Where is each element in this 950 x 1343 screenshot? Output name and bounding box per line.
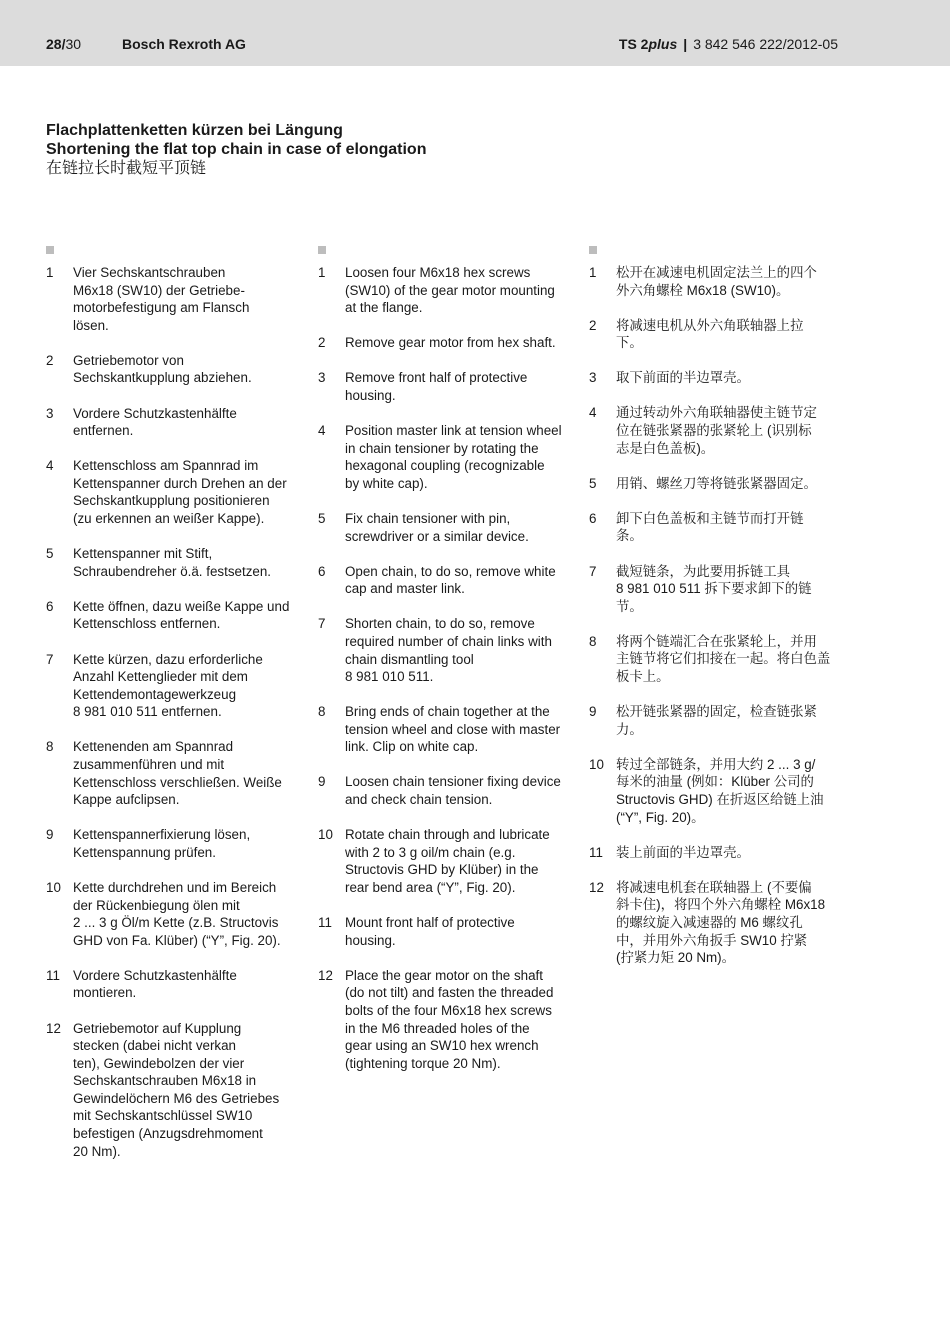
- step-number: 7: [589, 563, 597, 579]
- step-number: 3: [318, 370, 326, 386]
- step-number: 9: [589, 704, 597, 720]
- step-text: 装上前面的半边罩壳。: [616, 844, 750, 860]
- step-item: [318, 422, 568, 492]
- section-marker: [318, 246, 326, 254]
- step-number: 10: [46, 879, 61, 895]
- step-item: [46, 879, 296, 949]
- step-text: Loosen four M6x18 hex screws (SW10) of the gear motor mounting at the flange.: [345, 265, 555, 316]
- steps-list-german: [46, 264, 296, 1160]
- step-text: Vordere Schutzkastenhälfte entfernen.: [73, 405, 237, 439]
- step-text: Remove front half of protective housing.: [345, 370, 528, 403]
- step-item: [318, 914, 568, 949]
- step-text: 将减速电机从外六角联轴器上拉 下。: [616, 317, 804, 351]
- step-number: 11: [46, 967, 60, 983]
- step-number: 7: [318, 616, 326, 632]
- step-text: Kette kürzen, dazu erforderliche Anzahl Kettenglieder mit dem Kettendemontagewerkzeug 8 981 010 511 entfernen.: [73, 651, 263, 720]
- step-text: Kette öffnen, dazu weiße Kappe und Kettenschloss entfernen.: [73, 598, 290, 632]
- page-header: [0, 0, 950, 66]
- step-number: 5: [46, 546, 54, 562]
- step-item: [589, 703, 839, 738]
- column-chinese: [589, 246, 839, 967]
- step-text: 截短链条，为此要用拆链工具 8 981 010 511 拆下要求卸下的链 节。: [616, 563, 812, 614]
- step-number: 8: [318, 704, 326, 720]
- product-suffix: plus: [648, 36, 678, 52]
- step-item: [318, 773, 568, 808]
- step-text: Position master link at tension wheel in chain tensioner by rotating the hexagonal coupling (recognizable by white cap).: [345, 423, 562, 491]
- step-number: 3: [46, 405, 54, 421]
- step-text: Kette durchdrehen und im Bereich der Rückenbiegung ölen mit 2 ... 3 g Öl/m Kette (z.B. Structovis GHD von Fa. Klüber) (“Y”, Fig. 20).: [73, 879, 281, 948]
- step-text: 松开在减速电机固定法兰上的四个 外六角螺栓 M6x18 (SW10)。: [616, 265, 817, 298]
- steps-list-english: [318, 264, 568, 1072]
- step-number: 1: [46, 265, 54, 280]
- step-item: [318, 967, 568, 1073]
- step-item: [46, 352, 296, 387]
- column-english: [318, 246, 568, 1072]
- step-number: 6: [46, 598, 54, 614]
- title-german: Flachplattenketten kürzen bei Längung: [46, 122, 343, 139]
- column-german: [46, 246, 296, 1160]
- step-text: Kettenspanner mit Stift, Schraubendreher ö.ä. festsetzen.: [73, 546, 272, 579]
- step-text: 通过转动外六角联轴器使主链节定 位在链张紧器的张紧轮上 (识别标 志是白色盖板)。: [616, 405, 817, 456]
- step-text: 将两个链端汇合在张紧轮上，并用 主链节将它们扣接在一起。将白色盖 板卡上。: [616, 633, 831, 684]
- step-number: 4: [318, 423, 326, 439]
- step-text: 卸下白色盖板和主链节而打开链 条。: [616, 510, 804, 544]
- step-text: 将减速电机套在联轴器上 (不要偏 斜卡住)，将四个外六角螺栓 M6x18 的螺纹旋入减速器的 M6 螺纹孔 中，并用外六角扳手 SW10 拧紧 (拧紧力矩 20 Nm)。: [616, 879, 826, 966]
- step-item: [589, 633, 839, 686]
- company-name: Bosch Rexroth AG: [122, 36, 246, 52]
- step-text: 取下前面的半边罩壳。: [616, 370, 750, 386]
- step-item: [46, 651, 296, 721]
- step-number: 9: [318, 774, 326, 790]
- step-text: Shorten chain, to do so, remove required number of chain links with chain dismantling tool 8 981 010 511.: [345, 616, 552, 685]
- step-text: Getriebemotor auf Kupplung stecken (dabei nicht verkan ten), Gewindebolzen der vier Sechskantschrauben M6x18 in Gewindelöchern M6 des Getriebes mit Sechskantschlüssel SW10 befestigen (Anzugsdrehmoment 20 Nm).: [73, 1020, 280, 1159]
- step-text: 用销、螺丝刀等将链张紧器固定。: [616, 475, 817, 491]
- step-number: 12: [318, 967, 333, 983]
- document-reference: [619, 36, 838, 52]
- step-number: 10: [318, 827, 333, 843]
- step-item: [589, 844, 839, 862]
- steps-list-chinese: [589, 264, 839, 967]
- step-text: Kettenspannerfixierung lösen, Kettenspannung prüfen.: [73, 827, 251, 860]
- step-item: [46, 598, 296, 633]
- step-item: [318, 703, 568, 756]
- step-text: Vordere Schutzkastenhälfte montieren.: [73, 967, 237, 1001]
- header-separator: |: [683, 36, 688, 52]
- step-item: [46, 1020, 296, 1161]
- step-item: [589, 879, 839, 967]
- step-number: 3: [589, 370, 597, 386]
- step-number: 2: [318, 335, 326, 351]
- section-marker: [46, 246, 54, 254]
- step-item: [589, 475, 839, 493]
- step-text: Getriebemotor von Sechskantkupplung abziehen.: [73, 352, 252, 386]
- step-number: 6: [318, 563, 326, 579]
- step-item: [46, 457, 296, 527]
- title-english: Shortening the flat top chain in case of elongation: [46, 141, 427, 158]
- step-item: [318, 615, 568, 685]
- step-item: [589, 369, 839, 387]
- step-text: Open chain, to do so, remove white cap and master link.: [345, 563, 556, 597]
- step-number: 8: [589, 633, 597, 649]
- step-text: Place the gear motor on the shaft (do not tilt) and fasten the threaded bolts of the four M6x18 hex screws in the M6 threaded holes of the gear using an SW10 hex wrench (tightening torque 20 Nm).: [345, 967, 554, 1071]
- page-number: 28/30: [46, 36, 82, 52]
- step-item: [589, 404, 839, 457]
- step-item: [46, 738, 296, 808]
- step-item: [46, 826, 296, 861]
- step-number: 7: [46, 651, 54, 667]
- step-number: 8: [46, 739, 54, 755]
- step-number: 6: [589, 510, 597, 526]
- step-number: 2: [46, 352, 54, 368]
- step-number: 12: [46, 1020, 61, 1036]
- step-text: 松开链张紧器的固定，检查链张紧 力。: [616, 704, 817, 737]
- step-item: [318, 264, 568, 317]
- title-chinese: 在链拉长时截短平顶链: [46, 160, 207, 177]
- product-name: TS 2: [618, 36, 649, 52]
- step-number: 1: [589, 265, 597, 280]
- step-number: 1: [318, 265, 326, 280]
- step-item: [318, 563, 568, 598]
- step-item: [318, 826, 568, 896]
- section-marker: [589, 246, 597, 254]
- step-text: Kettenschloss am Spannrad im Kettenspanner durch Drehen an der Sechskantkupplung positionieren (zu erkennen an weißer Kappe).: [73, 458, 287, 527]
- step-number: 4: [46, 458, 54, 474]
- step-item: [589, 510, 839, 545]
- step-text: Kettenenden am Spannrad zusammenführen und mit Kettenschloss verschließen. Weiße Kappe aufclipsen.: [73, 739, 282, 808]
- step-item: [318, 510, 568, 545]
- step-number: 11: [318, 915, 332, 931]
- step-item: [318, 369, 568, 404]
- step-number: 5: [589, 475, 597, 491]
- step-number: 9: [46, 827, 54, 843]
- step-number: 11: [589, 844, 603, 860]
- step-text: Vier Sechskantschrauben M6x18 (SW10) der Getriebe- motorbefestigung am Flansch lösen.: [73, 265, 250, 333]
- step-item: [589, 317, 839, 352]
- step-text: Fix chain tensioner with pin, screwdriver or a similar device.: [345, 510, 529, 544]
- step-item: [46, 264, 296, 334]
- step-item: [46, 967, 296, 1002]
- section-title: [46, 121, 426, 178]
- step-item: [46, 405, 296, 440]
- step-item: [46, 545, 296, 580]
- step-number: 10: [589, 756, 604, 772]
- step-text: Loosen chain tensioner fixing device and check chain tension.: [345, 774, 561, 808]
- step-number: 5: [318, 510, 326, 526]
- step-text: Mount front half of protective housing.: [345, 915, 515, 948]
- step-text: Bring ends of chain together at the tension wheel and close with master link. Clip on white cap.: [345, 704, 561, 755]
- step-number: 12: [589, 879, 604, 895]
- step-text: 转过全部链条，并用大约 2 ... 3 g/ 每米的油量 (例如：Klüber 公司的 Structovis GHD) 在折返区给链上油 (“Y”, Fig. 20)。: [616, 756, 824, 825]
- step-item: [589, 563, 839, 616]
- step-number: 4: [589, 405, 597, 421]
- step-item: [589, 264, 839, 299]
- step-text: Remove gear motor from hex shaft.: [345, 335, 556, 351]
- step-number: 2: [589, 317, 597, 333]
- step-item: [318, 334, 568, 352]
- step-text: Rotate chain through and lubricate with 2 to 3 g oil/m chain (e.g. Structovis GHD by Klüber) in the rear bend area (“Y”, Fig. 20).: [345, 827, 550, 895]
- step-item: [589, 756, 839, 826]
- document-number: 3 842 546 222/2012-05: [693, 36, 838, 52]
